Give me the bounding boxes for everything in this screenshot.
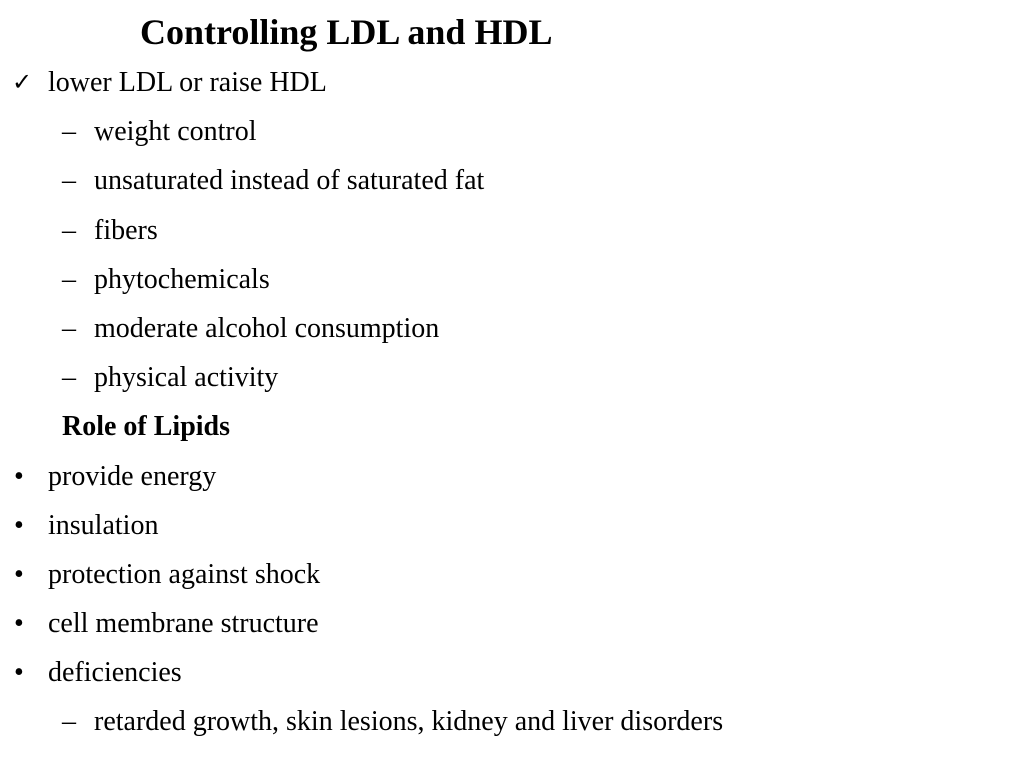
dash-bullet: –: [62, 263, 76, 295]
sub-item-text: unsaturated instead of saturated fat: [94, 165, 485, 197]
slide-content: [0, 58, 1024, 747]
list-item-text: insulation: [48, 509, 159, 541]
bullet: •: [14, 509, 24, 541]
sub-item-text: phytochemicals: [94, 263, 270, 295]
sub-item-text: weight control: [94, 116, 257, 148]
sub-item-text: moderate alcohol consumption: [94, 312, 440, 344]
list-item-insulation: [0, 501, 1024, 550]
checkmark-icon: ✓: [12, 68, 33, 96]
dash-bullet: –: [62, 312, 76, 344]
sub-item-text: retarded growth, skin lesions, kidney and liver disorders: [94, 706, 724, 738]
list-item-text: lower LDL or raise HDL: [48, 67, 327, 98]
bullet: •: [14, 657, 24, 689]
section-heading-role-of-lipids: [0, 402, 1024, 451]
list-item-lower-ldl: [0, 58, 1024, 107]
section-heading-text: Role of Lipids: [62, 411, 231, 443]
sub-item-moderate-alcohol: [0, 304, 1024, 353]
list-item-text: deficiencies: [48, 657, 182, 689]
dash-bullet: –: [62, 214, 76, 246]
dash-bullet: –: [62, 706, 76, 738]
list-item-protection-against-shock: [0, 550, 1024, 599]
dash-bullet: –: [62, 165, 76, 197]
list-item-deficiencies: [0, 648, 1024, 697]
sub-item-fibers: [0, 206, 1024, 255]
sub-item-text: physical activity: [94, 362, 279, 394]
bullet: •: [14, 608, 24, 640]
list-item-text: protection against shock: [48, 558, 321, 590]
bullet: •: [14, 558, 24, 590]
list-item-text: provide energy: [48, 460, 217, 492]
list-item-text: cell membrane structure: [48, 608, 319, 640]
list-item-cell-membrane-structure: [0, 599, 1024, 648]
sub-item-text: fibers: [94, 214, 158, 246]
dash-bullet: –: [62, 362, 76, 394]
sub-item-physical-activity: [0, 353, 1024, 402]
sub-item-phytochemicals: [0, 255, 1024, 304]
list-item-provide-energy: [0, 452, 1024, 501]
slide-title: Controlling LDL and HDL: [140, 12, 553, 52]
sub-item-unsaturated-fat: [0, 156, 1024, 205]
sub-item-weight-control: [0, 107, 1024, 156]
dash-bullet: –: [62, 116, 76, 148]
bullet: •: [14, 460, 24, 492]
sub-item-deficiency-effects: [0, 697, 1024, 746]
